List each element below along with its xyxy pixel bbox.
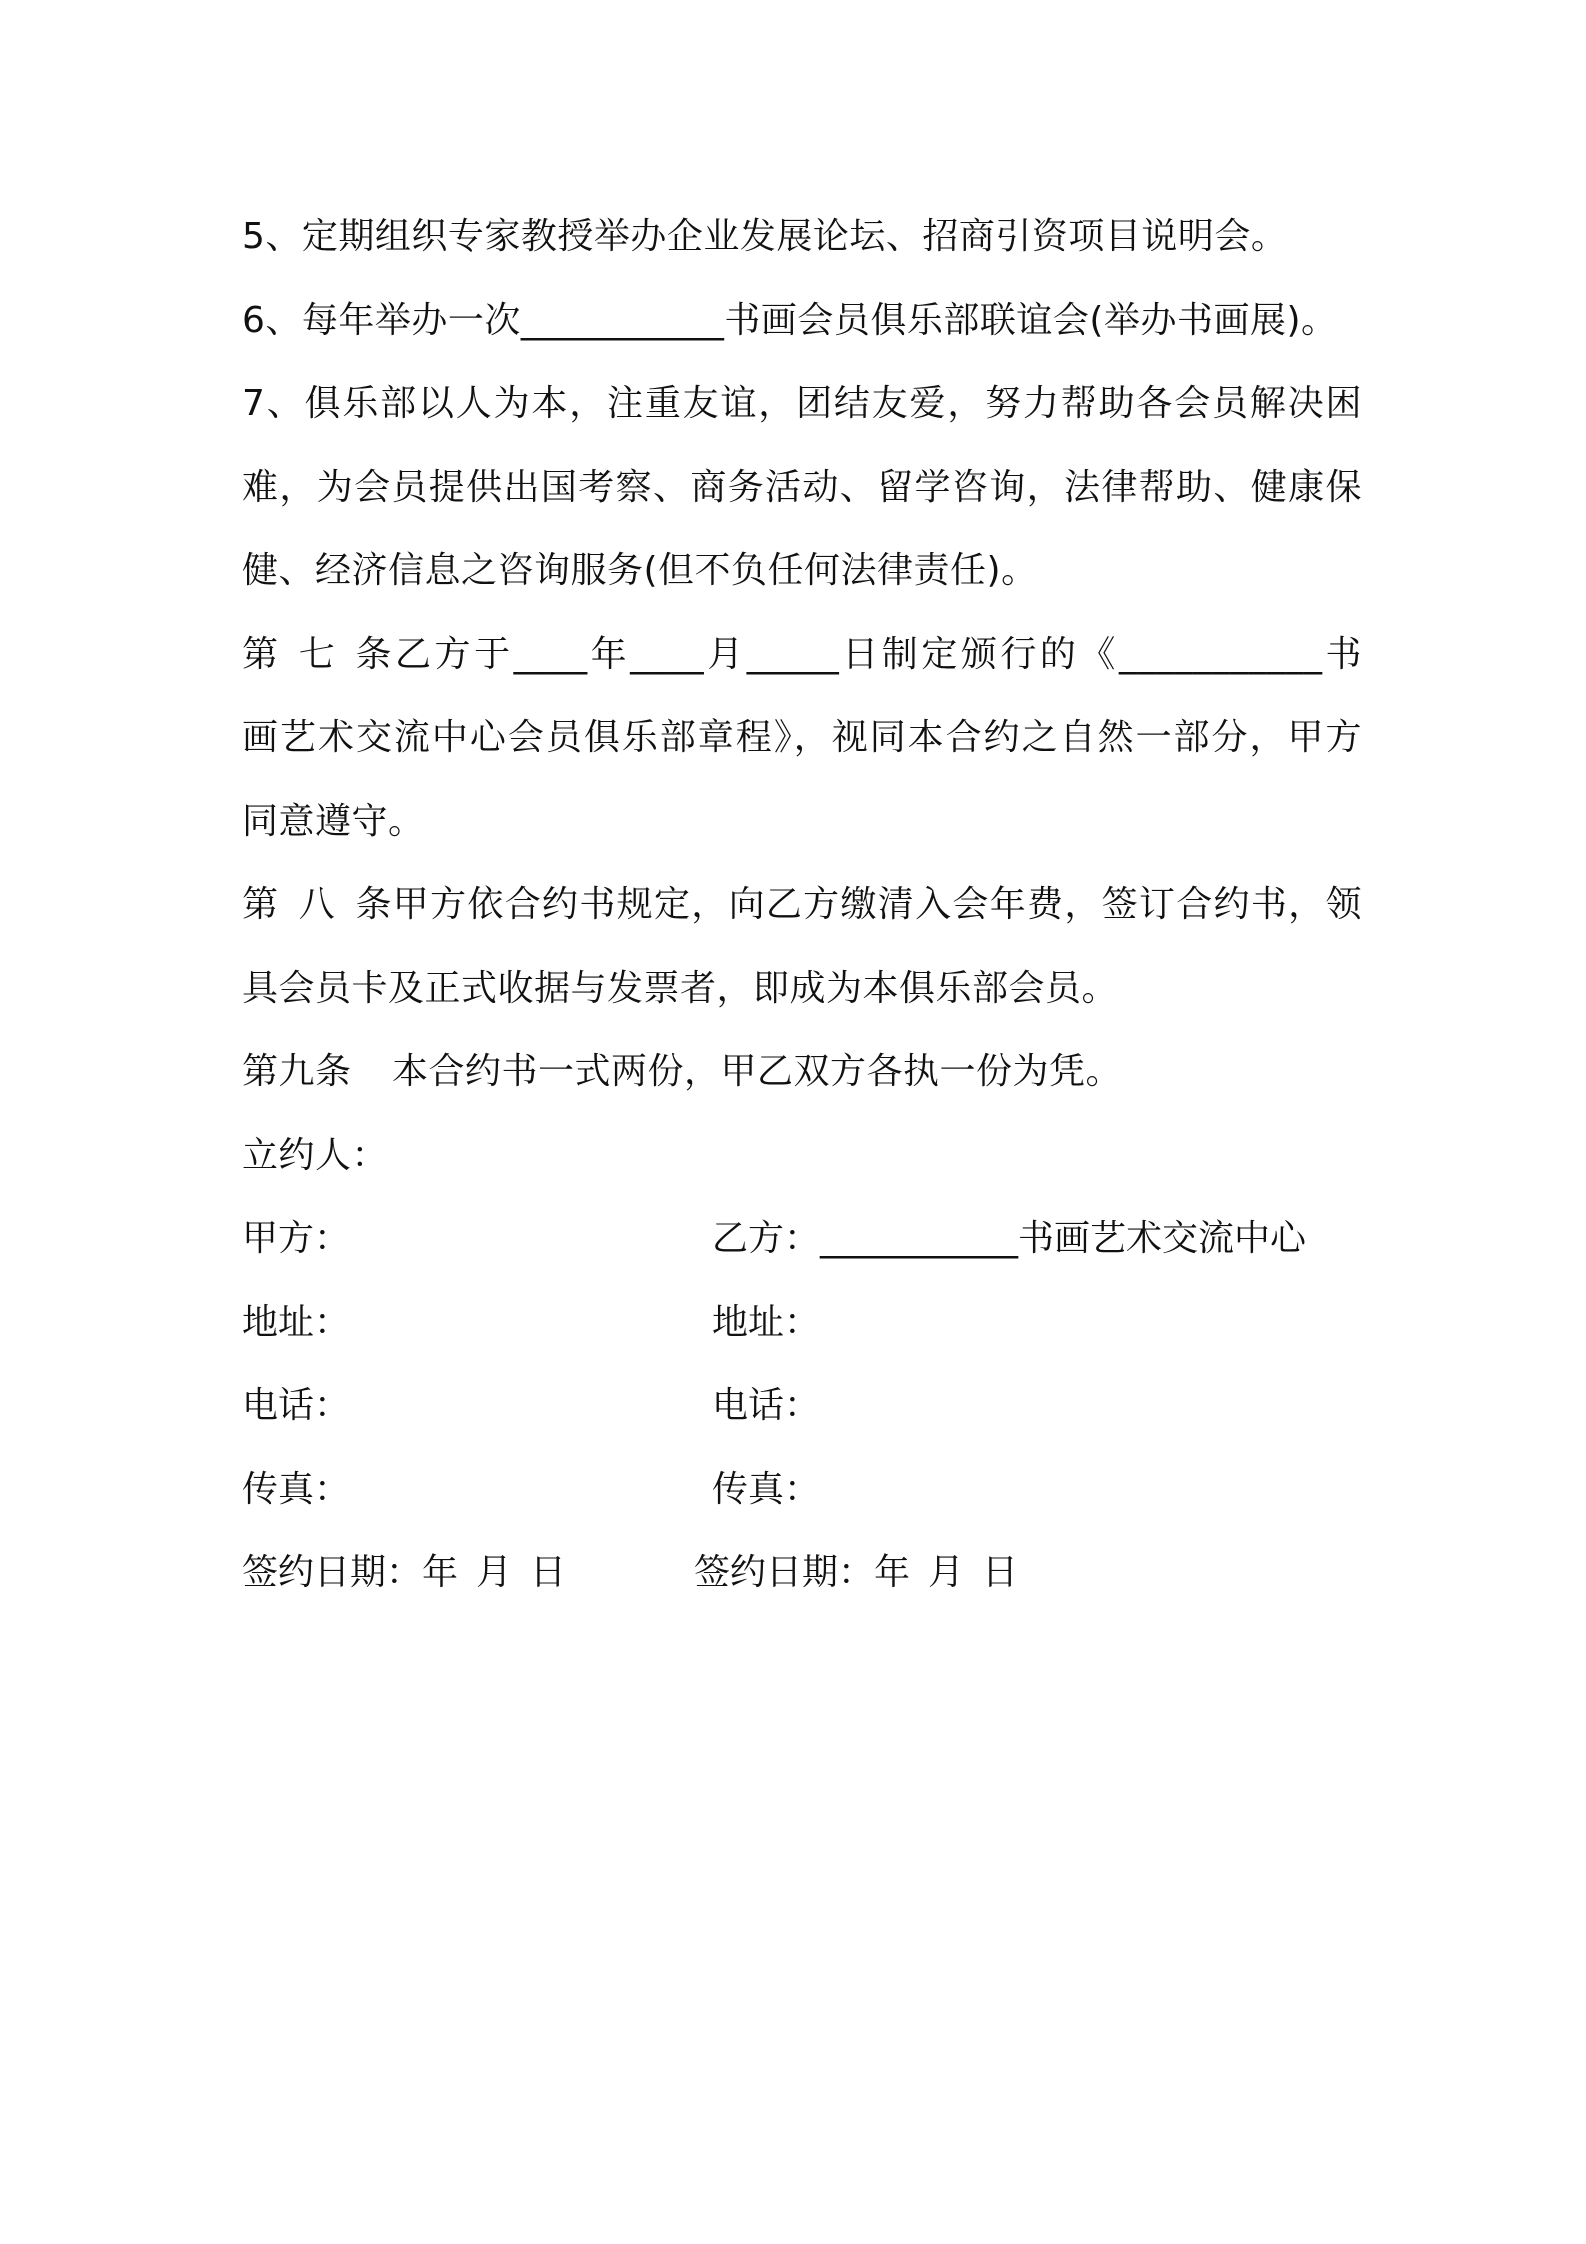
article-7-line-1 [242,613,1362,697]
party-a-date-year: 年 [422,1552,459,1593]
article-8-line-1 [242,863,1362,947]
article-9-label: 第九条 [242,1051,352,1092]
article-7-line-3: 同意遵守。 [242,800,425,842]
party-a-date-label: 签约日期： [242,1552,423,1593]
contract-body [242,195,1362,1615]
party-a-address-label: 地址： [242,1301,351,1343]
signature-row-phone [242,1364,1362,1448]
article-9-line-1 [242,1030,1362,1114]
signature-row-fax [242,1448,1362,1532]
article-8-line-2: 具会员卡及正式收据与发票者，即成为本俱乐部会员。 [242,967,1119,1009]
party-b-phone-label: 电话： [712,1385,821,1426]
article-8-label: 第八条 [242,884,392,925]
signature-row-address [242,1281,1362,1365]
item-6: 6、每年举办一次___________书画会员俱乐部联谊会(举办书画展)。 [242,299,1338,341]
signature-row-party [242,1197,1362,1281]
article-7-label: 第七条 [242,633,392,675]
party-b-sign-date [694,1531,1018,1615]
article-7-line-2: 画艺术交流中心会员俱乐部章程》，视同本合约之自然一部分，甲方 [242,717,1362,758]
article-9-text-1: 本合约书一式两份，甲乙双方各执一份为凭。 [392,1051,1123,1092]
article-8-text-1: 甲方依合约书规定，向乙方缴清入会年费，签订合约书，领 [392,884,1362,925]
party-b-date-month: 月 [928,1552,965,1593]
item-7-line-1: 7、俱乐部以人为本，注重友谊，团结友爱，努力帮助各会员解决困 [242,383,1362,424]
party-b-date-year: 年 [874,1552,911,1593]
party-b-label: 乙方：___________书画艺术交流中心 [712,1218,1307,1259]
party-a-sign-date [242,1531,566,1615]
party-a-fax-label: 传真： [242,1468,351,1510]
party-a-date-day: 日 [530,1552,567,1593]
item-7-line-2: 难，为会员提供出国考察、商务活动、留学咨询，法律帮助、健康保 [242,466,1362,508]
signatories-heading: 立约人： [242,1134,389,1176]
party-a-label: 甲方： [242,1218,351,1259]
party-a-date-month: 月 [476,1552,513,1593]
item-5: 5、定期组织专家教授举办企业发展论坛、招商引资项目说明会。 [242,216,1288,257]
party-a-phone-label: 电话： [242,1385,351,1426]
party-b-date-day: 日 [982,1552,1019,1593]
party-b-fax-label: 传真： [712,1468,821,1510]
article-7-text-1: 乙方于____年____月_____日制定颁行的《___________书 [392,633,1362,675]
party-b-date-label: 签约日期： [694,1552,875,1593]
item-7-line-3: 健、经济信息之咨询服务(但不负任何法律责任)。 [242,550,1038,591]
party-b-address-label: 地址： [712,1301,821,1343]
signature-row-date [242,1531,1362,1615]
